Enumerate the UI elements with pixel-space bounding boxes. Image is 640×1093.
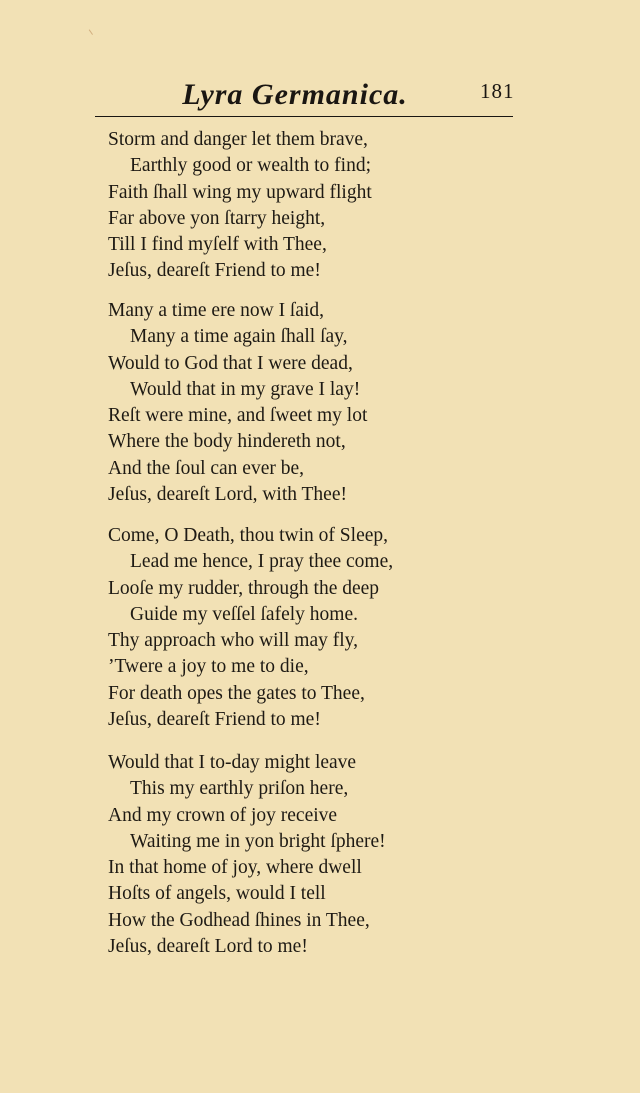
verse-line: Many a time again ſhall ſay, [130, 326, 348, 348]
verse-line: Faith ſhall wing my upward flight [108, 181, 372, 203]
verse-line: Storm and danger let them brave, [108, 129, 368, 150]
verse-line: And my crown of joy receive [108, 804, 338, 826]
stanza-1 [108, 127, 528, 285]
verse-line: Would to God that I were dead, [108, 352, 353, 374]
verse-line: Guide my veſſel ſafely home. [130, 603, 358, 625]
verse-line: Where the body hindereth not, [108, 431, 346, 453]
verse-line: Would that I to-day might leave [108, 752, 357, 773]
header-rule [95, 116, 513, 117]
page-number: 181 [480, 79, 515, 103]
verse-line: For death opes the gates to Thee, [108, 682, 365, 704]
verse-line: Earthly good or wealth to find; [130, 155, 371, 177]
verse-line: Jeſus, deareſt Friend to me! [108, 260, 321, 282]
verse-line: Hoſts of angels, would I tell [108, 883, 326, 905]
verse-line: Would that in my grave I lay! [130, 378, 361, 400]
verse-line: And the ſoul can ever be, [108, 457, 305, 479]
verse-line: Jeſus, deareſt Lord, with Thee! [108, 484, 347, 506]
stanza-4 [108, 750, 528, 960]
verse-line: Jeſus, deareſt Friend to me! [108, 709, 321, 731]
verse-line: Lead me hence, I pray thee come, [130, 551, 394, 573]
verse-line: Reſt were mine, and ſweet my lot [108, 405, 368, 427]
verse-line: This my earthly priſon here, [130, 778, 349, 800]
verse-line: Waiting me in yon bright ſphere! [130, 830, 386, 852]
stanza-3 [108, 523, 528, 733]
verse-line: Many a time ere now I ſaid, [108, 300, 325, 321]
stanza-2 [108, 298, 528, 508]
verse-line: ’Twere a joy to me to die, [108, 656, 309, 678]
verse-line: Jeſus, deareſt Lord to me! [108, 936, 308, 958]
paper-speck [89, 27, 97, 35]
verse-line: In that home of joy, where dwell [108, 857, 362, 879]
verse-line: Come, O Death, thou twin of Sleep, [108, 525, 388, 546]
verse-line: Till I find myſelf with Thee, [108, 234, 327, 256]
verse-line: Looſe my rudder, through the deep [108, 577, 380, 599]
verse-line: Thy approach who will may fly, [108, 630, 359, 652]
running-head-title: Lyra Germanica. [182, 78, 408, 111]
verse-line: How the Godhead ſhines in Thee, [108, 909, 370, 931]
verse-line: Far above yon ſtarry height, [108, 207, 326, 229]
